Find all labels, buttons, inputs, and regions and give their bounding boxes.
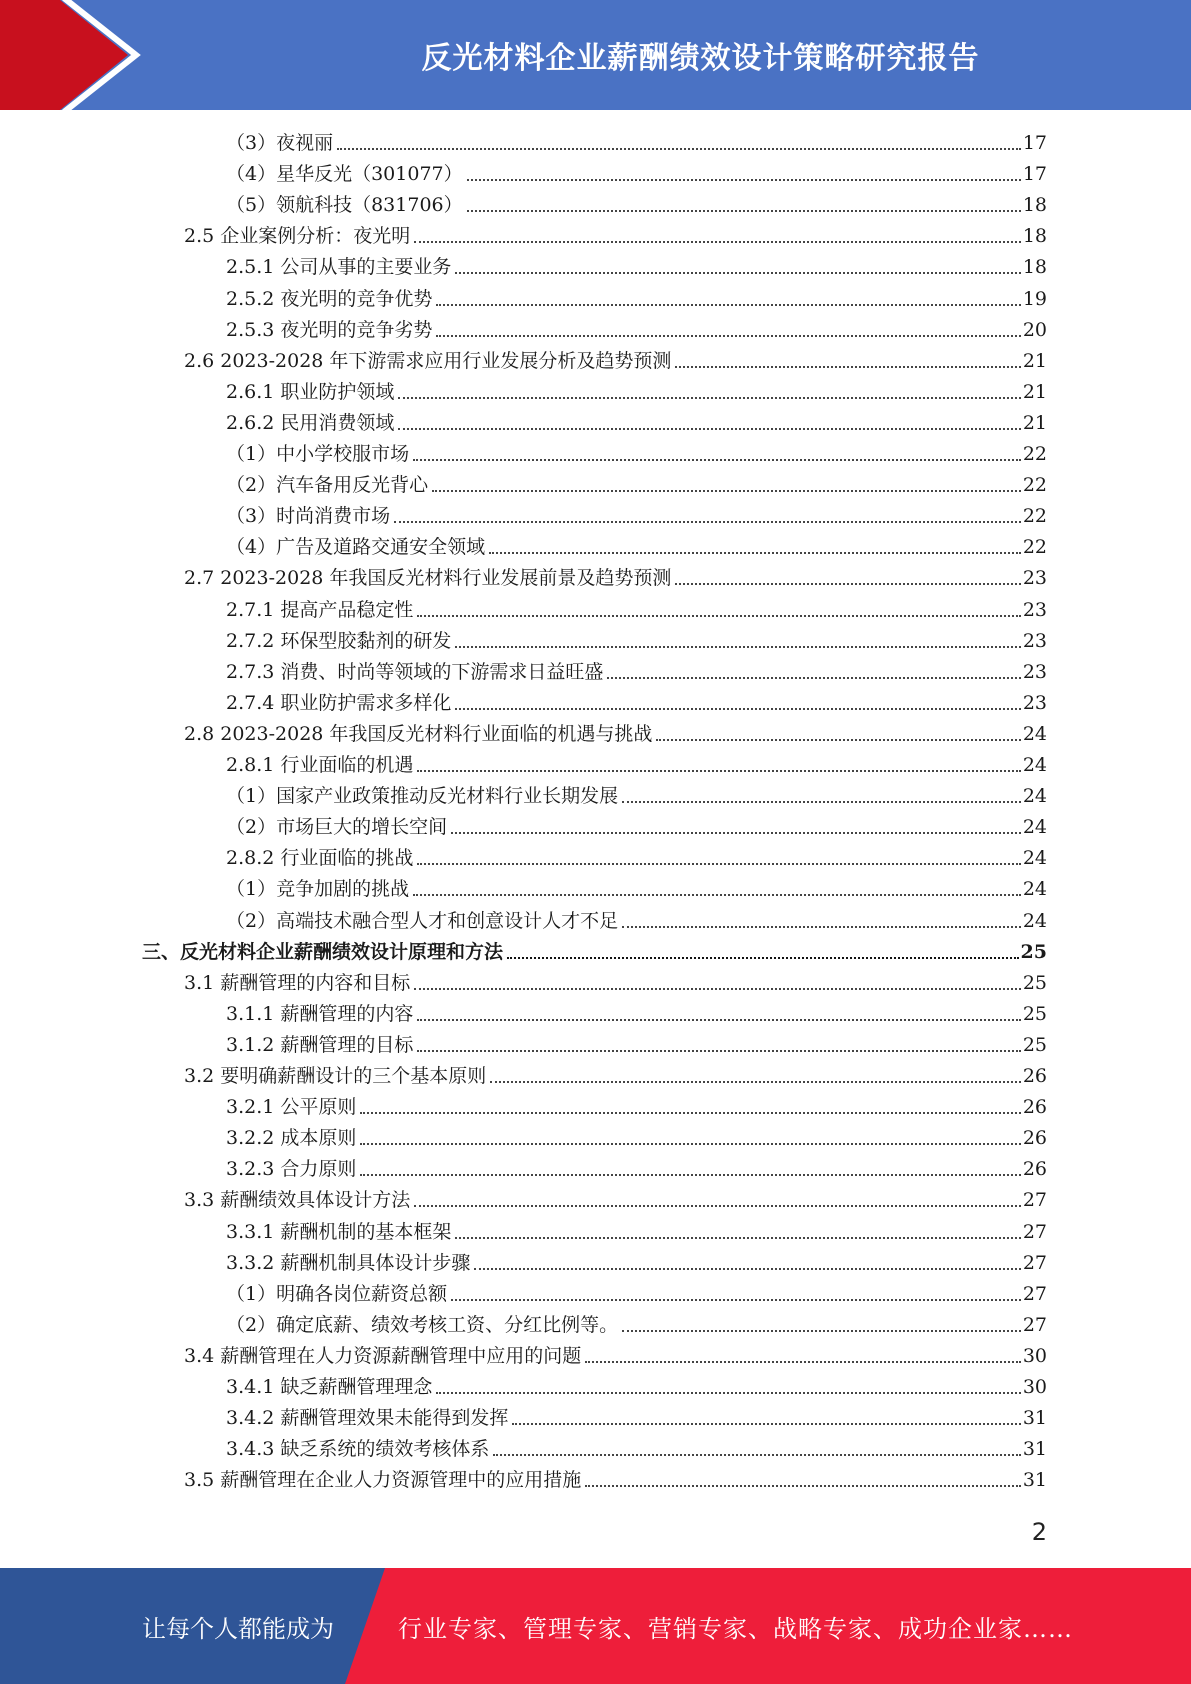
toc-entry-page: 17 bbox=[1022, 163, 1047, 186]
toc-entry[interactable] bbox=[226, 470, 1047, 501]
toc-entry[interactable] bbox=[226, 408, 1047, 439]
toc-entry-page: 27 bbox=[1022, 1282, 1047, 1305]
toc-dot-leader bbox=[455, 645, 1020, 648]
toc-entry[interactable] bbox=[184, 1465, 1047, 1496]
toc-dot-leader bbox=[489, 551, 1021, 554]
page-footer bbox=[0, 1568, 1191, 1684]
toc-entry-page: 26 bbox=[1022, 1096, 1047, 1119]
toc-entry-page: 22 bbox=[1022, 443, 1047, 465]
toc-entry-page: 27 bbox=[1022, 1189, 1047, 1212]
toc-dot-leader bbox=[493, 1453, 1020, 1456]
toc-entry-page: 23 bbox=[1022, 629, 1047, 652]
toc-entry-title: 3.1 薪酬管理的内容和目标 bbox=[184, 971, 411, 994]
toc-entry-title: 2.6.2 民用消费领域 bbox=[226, 411, 395, 434]
toc-dot-leader bbox=[455, 1236, 1020, 1239]
toc-entry-title: 2.8 2023-2028 年我国反光材料行业面临的机遇与挑战 bbox=[184, 722, 653, 745]
toc-entry[interactable] bbox=[226, 688, 1047, 719]
toc-dot-leader bbox=[656, 738, 1020, 741]
toc-entry[interactable] bbox=[184, 719, 1047, 750]
toc-entry-page: 23 bbox=[1022, 567, 1047, 590]
toc-dot-leader bbox=[337, 147, 1021, 150]
toc-entry-title: 3.1.2 薪酬管理的目标 bbox=[226, 1033, 414, 1056]
toc-entry[interactable] bbox=[226, 595, 1047, 626]
toc-entry-title: 3.3.2 薪酬机制具体设计步骤 bbox=[226, 1251, 471, 1274]
toc-entry-page: 18 bbox=[1022, 194, 1047, 217]
toc-entry[interactable] bbox=[184, 221, 1047, 252]
toc-dot-leader bbox=[607, 676, 1020, 679]
toc-dot-leader bbox=[467, 209, 1021, 212]
toc-dot-leader bbox=[507, 956, 1019, 959]
toc-entry[interactable] bbox=[184, 1341, 1047, 1372]
toc-entry-title: 2.7.2 环保型胶黏剂的研发 bbox=[226, 629, 452, 652]
toc-dot-leader bbox=[360, 1111, 1020, 1114]
toc-entry-page: 27 bbox=[1022, 1313, 1047, 1336]
toc-entry-page: 27 bbox=[1022, 1251, 1047, 1274]
toc-entry-page: 24 bbox=[1022, 785, 1047, 808]
toc-entry-title: 3.4.3 缺乏系统的绩效考核体系 bbox=[226, 1438, 490, 1461]
toc-entry-title: 3.4 薪酬管理在人力资源薪酬管理中应用的问题 bbox=[184, 1344, 582, 1367]
toc-entry[interactable] bbox=[184, 563, 1047, 594]
toc-entry[interactable] bbox=[226, 657, 1047, 688]
toc-entry-title: （1）竞争加剧的挑战 bbox=[226, 878, 410, 901]
toc-entry-page: 24 bbox=[1022, 909, 1047, 932]
toc-entry-title: 3.2.3 合力原则 bbox=[226, 1158, 357, 1181]
toc-entry-title: 2.7.3 消费、时尚等领域的下游需求日益旺盛 bbox=[226, 660, 604, 683]
toc-entry[interactable] bbox=[226, 812, 1047, 843]
toc-entry-page: 22 bbox=[1022, 474, 1047, 497]
toc-entry-title: 3.4.1 缺乏薪酬管理理念 bbox=[226, 1376, 433, 1398]
toc-entry-page: 27 bbox=[1022, 1220, 1047, 1243]
toc-entry-title: 3.3.1 薪酬机制的基本框架 bbox=[226, 1220, 452, 1243]
toc-dot-leader bbox=[622, 925, 1021, 928]
toc-entry-title: 2.7.1 提高产品稳定性 bbox=[226, 598, 414, 621]
header-arrow-decoration bbox=[0, 0, 160, 110]
toc-entry-title: 2.8.2 行业面临的挑战 bbox=[226, 847, 414, 870]
page-header bbox=[0, 0, 1191, 110]
toc-dot-leader bbox=[436, 334, 1020, 337]
toc-dot-leader bbox=[436, 1391, 1020, 1394]
toc-entry-title: 三、反光材料企业薪酬绩效设计原理和方法 bbox=[142, 940, 504, 963]
toc-entry-title: （3）时尚消费市场 bbox=[226, 505, 391, 528]
toc-entry[interactable] bbox=[226, 750, 1047, 781]
toc-entry[interactable] bbox=[226, 159, 1047, 190]
toc-entry-page: 25 bbox=[1022, 971, 1047, 994]
toc-entry[interactable] bbox=[226, 843, 1047, 874]
toc-entry[interactable] bbox=[226, 626, 1047, 657]
toc-dot-leader bbox=[414, 1204, 1021, 1207]
toc-dot-leader bbox=[585, 1484, 1021, 1487]
toc-entry-page: 25 bbox=[1022, 1002, 1047, 1025]
toc-dot-leader bbox=[413, 458, 1021, 461]
toc-entry-page: 24 bbox=[1022, 816, 1047, 839]
toc-entry-title: （2）汽车备用反光背心 bbox=[226, 474, 429, 497]
toc-entry-title: 3.3 薪酬绩效具体设计方法 bbox=[184, 1189, 411, 1212]
toc-entry-page: 21 bbox=[1022, 380, 1047, 403]
toc-entry-page: 24 bbox=[1022, 754, 1047, 776]
toc-entry-title: （4）广告及道路交通安全领域 bbox=[226, 536, 486, 559]
toc-entry[interactable] bbox=[226, 999, 1047, 1030]
toc-entry-page: 24 bbox=[1022, 847, 1047, 870]
toc-entry[interactable] bbox=[226, 1279, 1047, 1310]
toc-entry[interactable] bbox=[226, 1217, 1047, 1248]
toc-entry-title: （2）确定底薪、绩效考核工资、分红比例等。 bbox=[226, 1313, 619, 1336]
toc-entry-page: 30 bbox=[1022, 1344, 1047, 1367]
toc-entry-title: 3.2 要明确薪酬设计的三个基本原则 bbox=[184, 1065, 487, 1087]
toc-entry-page: 30 bbox=[1022, 1376, 1047, 1398]
toc-entry-title: （5）领航科技（831706） bbox=[226, 194, 463, 217]
toc-entry[interactable] bbox=[226, 1248, 1047, 1279]
toc-entry-page: 20 bbox=[1022, 318, 1047, 341]
toc-entry[interactable] bbox=[226, 1092, 1047, 1123]
toc-entry-title: 2.7 2023-2028 年我国反光材料行业发展前景及趋势预测 bbox=[184, 567, 672, 590]
toc-entry[interactable] bbox=[226, 1403, 1047, 1434]
toc-entry-title: （3）夜视丽 bbox=[226, 132, 334, 154]
toc-entry[interactable] bbox=[226, 1030, 1047, 1061]
toc-dot-leader bbox=[414, 240, 1021, 243]
page-number: 2 bbox=[1031, 1518, 1047, 1546]
toc-entry-title: （4）星华反光（301077） bbox=[226, 163, 463, 186]
toc-dot-leader bbox=[675, 582, 1020, 585]
toc-entry[interactable] bbox=[226, 1434, 1047, 1465]
toc-entry-page: 24 bbox=[1022, 722, 1047, 745]
toc-entry-page: 21 bbox=[1022, 349, 1047, 372]
toc-entry[interactable] bbox=[226, 501, 1047, 532]
toc-dot-leader bbox=[417, 1018, 1020, 1021]
toc-dot-leader bbox=[451, 831, 1021, 834]
toc-entry-page: 26 bbox=[1022, 1158, 1047, 1181]
toc-entry-title: （1）明确各岗位薪资总额 bbox=[226, 1282, 448, 1305]
toc-dot-leader bbox=[467, 178, 1021, 181]
toc-entry-title: 2.6 2023-2028 年下游需求应用行业发展分析及趋势预测 bbox=[184, 349, 672, 372]
toc-entry-title: 2.8.1 行业面临的机遇 bbox=[226, 754, 414, 776]
toc-entry-title: （1）国家产业政策推动反光材料行业长期发展 bbox=[226, 785, 619, 808]
toc-entry-page: 22 bbox=[1022, 536, 1047, 559]
toc-dot-leader bbox=[414, 987, 1021, 990]
toc-entry-page: 17 bbox=[1022, 132, 1047, 154]
toc-entry[interactable] bbox=[226, 1372, 1047, 1403]
toc-dot-leader bbox=[417, 769, 1020, 772]
toc-entry-title: 2.6.1 职业防护领域 bbox=[226, 380, 395, 403]
toc-entry-title: 2.7.4 职业防护需求多样化 bbox=[226, 691, 452, 714]
toc-dot-leader bbox=[436, 303, 1020, 306]
toc-entry[interactable] bbox=[226, 874, 1047, 905]
toc-entry-page: 18 bbox=[1022, 256, 1047, 279]
toc-entry[interactable] bbox=[226, 128, 1047, 159]
toc-dot-leader bbox=[490, 1080, 1021, 1083]
toc-dot-leader bbox=[413, 893, 1021, 896]
toc-entry[interactable] bbox=[226, 377, 1047, 408]
toc-entry-title: 2.5.2 夜光明的竞争优势 bbox=[226, 287, 433, 310]
toc-entry-page: 23 bbox=[1022, 598, 1047, 621]
toc-entry-page: 19 bbox=[1022, 287, 1047, 310]
toc-entry[interactable] bbox=[226, 315, 1047, 346]
toc-entry[interactable] bbox=[226, 252, 1047, 283]
toc-entry[interactable] bbox=[226, 284, 1047, 315]
toc-entry[interactable] bbox=[226, 1310, 1047, 1341]
toc-dot-leader bbox=[394, 520, 1021, 523]
toc-entry-title: （2）市场巨大的增长空间 bbox=[226, 816, 448, 839]
toc-entry[interactable] bbox=[184, 1185, 1047, 1216]
toc-entry[interactable] bbox=[226, 1154, 1047, 1185]
toc-dot-leader bbox=[398, 427, 1020, 430]
toc-entry-page: 23 bbox=[1022, 691, 1047, 714]
toc-entry[interactable] bbox=[226, 190, 1047, 221]
toc-dot-leader bbox=[455, 707, 1020, 710]
toc-entry-page: 24 bbox=[1022, 878, 1047, 901]
toc-dot-leader bbox=[417, 614, 1020, 617]
toc-entry[interactable] bbox=[184, 968, 1047, 999]
toc-entry-page: 25 bbox=[1022, 1033, 1047, 1056]
toc-entry-page: 18 bbox=[1022, 225, 1047, 248]
toc-dot-leader bbox=[474, 1267, 1020, 1270]
toc-entry[interactable] bbox=[226, 781, 1047, 812]
toc-entry-page: 26 bbox=[1022, 1127, 1047, 1150]
toc-dot-leader bbox=[622, 800, 1021, 803]
toc-dot-leader bbox=[398, 396, 1020, 399]
toc-entry-title: 3.5 薪酬管理在企业人力资源管理中的应用措施 bbox=[184, 1469, 582, 1492]
toc-entry-title: （1）中小学校服市场 bbox=[226, 443, 410, 465]
toc-entry-page: 23 bbox=[1022, 660, 1047, 683]
toc-entry-title: 3.2.1 公平原则 bbox=[226, 1096, 357, 1119]
toc-dot-leader bbox=[585, 1360, 1021, 1363]
toc-dot-leader bbox=[622, 1329, 1021, 1332]
toc-entry[interactable] bbox=[226, 439, 1047, 470]
toc-entry-title: 3.2.2 成本原则 bbox=[226, 1127, 357, 1150]
toc-entry-page: 31 bbox=[1022, 1438, 1047, 1461]
toc-entry-page: 21 bbox=[1022, 411, 1047, 434]
toc-entry-title: 2.5.1 公司从事的主要业务 bbox=[226, 256, 452, 279]
footer-slogan-left: 让每个人都能成为 bbox=[142, 1614, 334, 1643]
toc-entry-title: 3.1.1 薪酬管理的内容 bbox=[226, 1002, 414, 1025]
toc-entry-page: 31 bbox=[1022, 1469, 1047, 1492]
toc-dot-leader bbox=[455, 271, 1020, 274]
toc-entry-page: 31 bbox=[1022, 1407, 1047, 1430]
toc-entry[interactable] bbox=[226, 906, 1047, 937]
toc-entry-page: 22 bbox=[1022, 505, 1047, 528]
toc-dot-leader bbox=[360, 1142, 1020, 1145]
toc-dot-leader bbox=[512, 1422, 1020, 1425]
toc-entry-page: 25 bbox=[1020, 940, 1047, 963]
toc-entry[interactable] bbox=[184, 346, 1047, 377]
toc-entry[interactable] bbox=[184, 1061, 1047, 1092]
toc-entry-title: （2）高端技术融合型人才和创意设计人才不足 bbox=[226, 909, 619, 932]
toc-dot-leader bbox=[360, 1173, 1020, 1176]
toc-entry[interactable] bbox=[142, 937, 1047, 968]
toc-entry[interactable] bbox=[226, 1123, 1047, 1154]
toc-entry[interactable] bbox=[226, 532, 1047, 563]
report-title: 反光材料企业薪酬绩效设计策略研究报告 bbox=[421, 41, 980, 76]
toc-entry-title: 2.5 企业案例分析：夜光明 bbox=[184, 225, 411, 248]
footer-slogan-right: 行业专家、管理专家、营销专家、战略专家、成功企业家…… bbox=[398, 1614, 1073, 1643]
toc-entry-title: 3.4.2 薪酬管理效果未能得到发挥 bbox=[226, 1407, 509, 1430]
toc-dot-leader bbox=[432, 489, 1021, 492]
toc-entry-title: 2.5.3 夜光明的竞争劣势 bbox=[226, 318, 433, 341]
toc-dot-leader bbox=[451, 1298, 1021, 1301]
toc-dot-leader bbox=[417, 1049, 1020, 1052]
toc-dot-leader bbox=[417, 862, 1020, 865]
toc-dot-leader bbox=[675, 365, 1020, 368]
toc-entry-page: 26 bbox=[1022, 1065, 1047, 1087]
